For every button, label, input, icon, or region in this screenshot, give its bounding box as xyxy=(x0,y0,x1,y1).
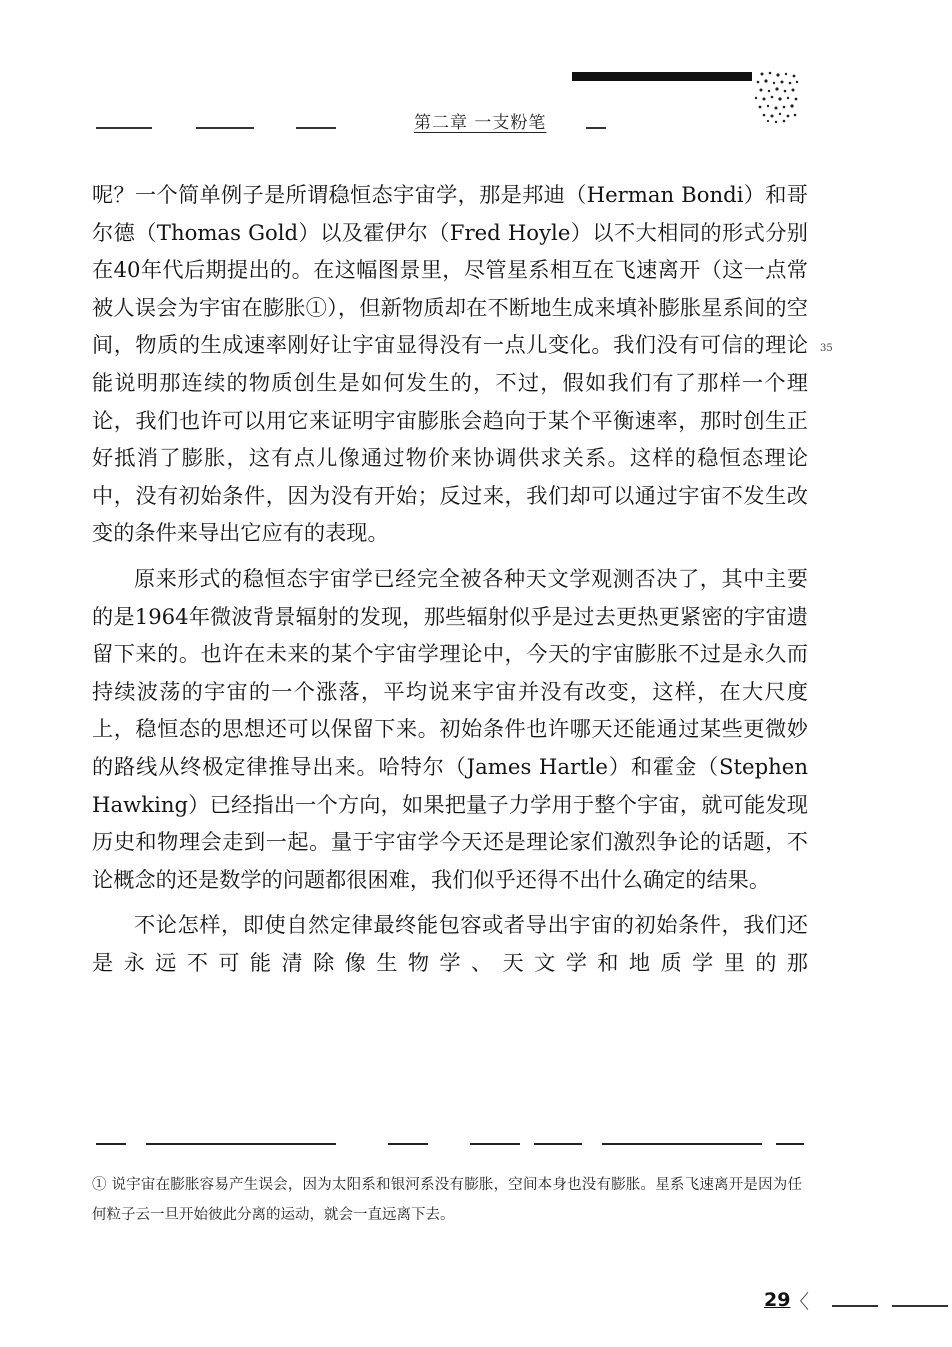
running-header xyxy=(96,108,616,134)
footnote-separator xyxy=(776,1143,804,1145)
header-decorative-bar xyxy=(572,72,752,81)
footnote-separator xyxy=(388,1143,428,1145)
footer-rule xyxy=(892,1305,948,1307)
paragraph: 不论怎样，即使自然定律最终能包容或者导出宇宙的初始条件，我们还是永远不可能清除像生物学、天文学和地质学里的那 xyxy=(92,912,808,975)
chapter-header-title: 第二章 一支粉笔 xyxy=(414,113,547,133)
paragraph: 呢？一个简单例子是所谓稳恒态宇宙学，那是邦迪（Herman Bondi）和哥尔德（Thomas Gold）以及霍伊尔（Fred Hoyle）以不大相同的形式分别在40年代后期提出的。在这幅图景里，尽管星系相互在飞速离开（这一点常被人误会为宇宙在膨胀①），但新物质却在不断地生成来填补膨胀星系间的空间，物质的生成速率刚好让宇宙显得没有一点儿变化。我们没有可信的理论能说明那连续的物质创生是如何发生的，不过，假如我们有了那样一个理论，我们也许可以用它来证明宇宙膨胀会趋向于某个平衡速率，那时创生正好抵消了膨胀，这有点儿像通过物价来协调供求关系。这样的稳恒态理论中，没有初始条件，因为没有开始；反过来，我们却可以通过宇宙不发生改变的条件来导出它应有的表现。 xyxy=(92,182,808,546)
footer-rule xyxy=(832,1305,878,1307)
footnote-separator xyxy=(96,1143,126,1145)
paragraph: 原来形式的稳恒态宇宙学已经完全被各种天文学观测否决了，其中主要的是1964年微波背景辐射的发现，那些辐射似乎是过去更热更紧密的宇宙遗留下来的。也许在未来的某个宇宙学理论中，今天的宇宙膨胀不过是永久而持续波荡的宇宙的一个涨落，平均说来宇宙并没有改变，这样，在大尺度上，稳恒态的思想还可以保留下来。初始条件也许哪天还能通过某些更微妙的路线从终极定律推导出来。哈特尔（James Hartle）和霍金（Stephen Hawking）已经指出一个方向，如果把量子力学用于整个宇宙，就可能发现历史和物理会走到一起。量于宇宙学今天还是理论家们激烈争论的话题，不论概念的还是数学的问题都很困难，我们似乎还得不出什么确定的结果。 xyxy=(92,565,808,892)
footnote xyxy=(92,1170,802,1230)
footnote-separator xyxy=(602,1143,762,1145)
footnote-separator xyxy=(470,1143,520,1145)
header-rule xyxy=(196,127,254,129)
page-number: 29 xyxy=(764,1289,791,1311)
header-rule xyxy=(586,127,606,129)
body-text xyxy=(92,176,808,981)
header-rule xyxy=(296,127,336,129)
header-rule xyxy=(96,127,152,129)
footnote-separator xyxy=(146,1143,336,1145)
footnote-text: ① 说宇宙在膨胀容易产生误会，因为太阳系和银河系没有膨胀，空间本身也没有膨胀。星系飞速离开是因为任何粒子云一旦开始彼此分离的运动，就会一直远离下去。 xyxy=(92,1177,802,1223)
header-ornament-icon xyxy=(752,70,800,124)
footnote-separator xyxy=(534,1143,582,1145)
margin-line-number: 35 xyxy=(820,343,833,354)
page-number-mark: 〈 xyxy=(790,1291,810,1313)
